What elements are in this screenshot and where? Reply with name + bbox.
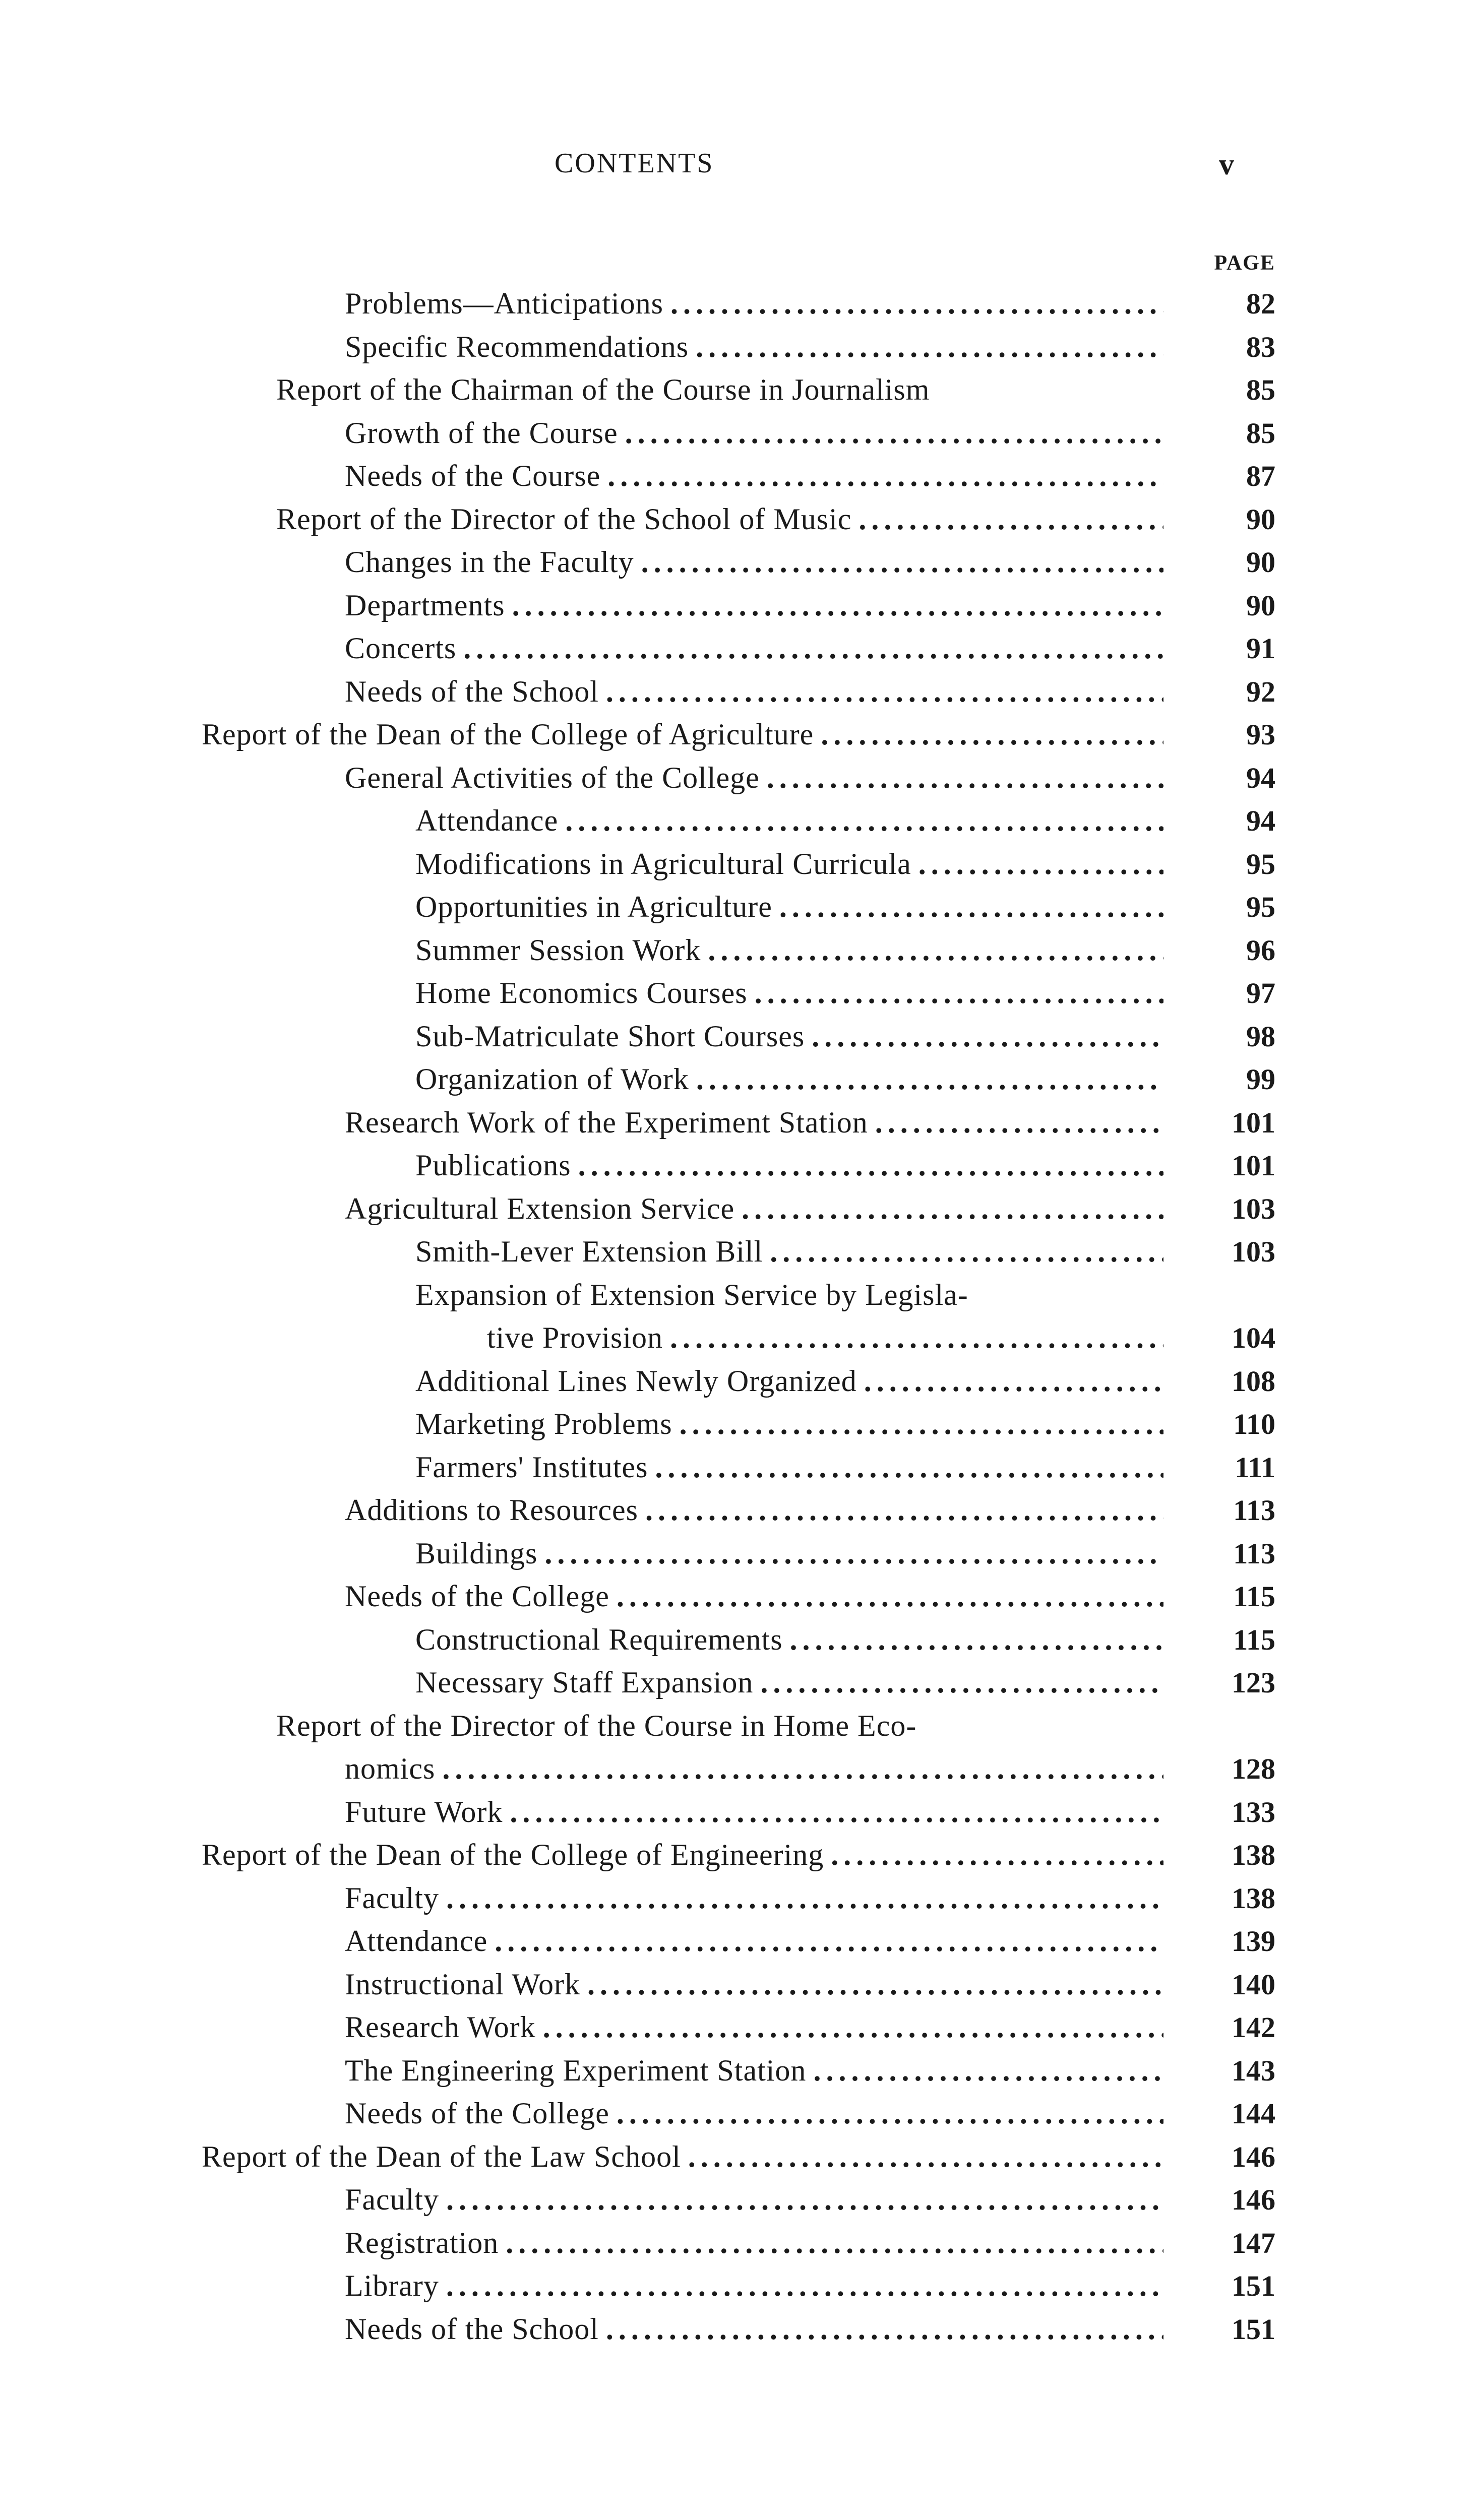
toc-page-number: 95	[1246, 891, 1275, 923]
toc-page-number: 82	[1246, 287, 1275, 320]
toc-entry	[345, 541, 1163, 584]
toc-entry-title: Report of the Director of the School of Music	[276, 502, 852, 536]
toc-row	[0, 2092, 1472, 2135]
toc-page-number: 99	[1246, 1063, 1275, 1096]
toc-row	[0, 1618, 1472, 1662]
toc-page-number: 91	[1246, 632, 1275, 665]
toc-page-number: 113	[1233, 1537, 1275, 1570]
toc-entry	[415, 843, 1163, 886]
toc-row	[0, 1705, 1472, 1748]
toc-entry-title: Library	[345, 2269, 439, 2302]
toc-row	[0, 1791, 1472, 1834]
toc-entry	[415, 1274, 1163, 1316]
toc-page-number: 128	[1232, 1752, 1275, 1785]
toc-page-number: 90	[1246, 502, 1275, 536]
toc-entry-title: Agricultural Extension Service	[345, 1191, 735, 1225]
toc-entry-title: Registration	[345, 2226, 499, 2259]
toc-entry	[415, 1661, 1163, 1704]
dot-leader	[506, 2222, 1163, 2264]
toc-page-number: 95	[1246, 847, 1275, 880]
toc-entry	[415, 1230, 1163, 1273]
toc-row	[0, 1187, 1472, 1231]
toc-entry-title: Needs of the School	[345, 674, 599, 708]
toc-page-number: 103	[1232, 1235, 1275, 1268]
toc-row	[0, 972, 1472, 1015]
toc-entry-title: Farmers' Institutes	[415, 1450, 648, 1484]
toc-entry	[345, 1791, 1163, 1834]
toc-entry-title: Future Work	[345, 1795, 503, 1829]
toc-row	[0, 1101, 1472, 1145]
toc-entry	[202, 2135, 1163, 2178]
toc-entry	[345, 1575, 1163, 1618]
toc-page-number: 98	[1246, 1020, 1275, 1053]
dot-leader	[813, 2049, 1163, 2092]
dot-leader	[670, 282, 1163, 325]
toc-page-number: 115	[1233, 1580, 1275, 1613]
toc-page-number: 142	[1232, 2011, 1275, 2044]
toc-page-number: 101	[1232, 1106, 1275, 1139]
toc-entry-title: Organization of Work	[415, 1062, 689, 1096]
toc-page-number: 146	[1232, 2183, 1275, 2216]
dot-leader	[446, 2178, 1163, 2221]
toc-entry	[276, 368, 1163, 411]
toc-page-number: 92	[1246, 675, 1275, 708]
dot-leader	[606, 670, 1163, 713]
toc-row	[0, 1575, 1472, 1618]
toc-row	[0, 2049, 1472, 2093]
dot-leader	[831, 1834, 1163, 1876]
toc-row	[0, 1747, 1472, 1791]
toc-row	[0, 1274, 1472, 1317]
toc-row	[0, 412, 1472, 455]
dot-leader	[544, 1532, 1163, 1575]
toc-row	[0, 1403, 1472, 1446]
toc-entry	[345, 2178, 1163, 2221]
toc-entry-title: Report of the Dean of the Law School	[202, 2139, 681, 2173]
toc-page-number: 90	[1246, 546, 1275, 579]
toc-row	[0, 2178, 1472, 2222]
dot-leader	[512, 584, 1163, 627]
toc-entry	[415, 1015, 1163, 1058]
running-head: CONTENTS	[555, 148, 714, 179]
toc-entry-title: Smith-Lever Extension Bill	[415, 1235, 763, 1268]
toc-entry	[415, 1144, 1163, 1187]
toc-row	[0, 1015, 1472, 1058]
toc-row	[0, 1661, 1472, 1705]
toc-entry-title: Additions to Resources	[345, 1493, 638, 1527]
toc-entry	[202, 713, 1163, 756]
toc-page-number: 85	[1246, 416, 1275, 450]
toc-entry	[345, 1963, 1163, 2006]
toc-row	[0, 1230, 1472, 1274]
toc-entry-title: Changes in the Faculty	[345, 545, 634, 579]
toc-row	[0, 627, 1472, 670]
toc-page-number: 87	[1246, 460, 1275, 492]
toc-page-number: 143	[1232, 2054, 1275, 2087]
dot-leader	[446, 1877, 1163, 1920]
toc-row	[0, 368, 1472, 412]
dot-leader	[442, 1747, 1163, 1790]
table-of-contents	[0, 282, 1472, 2351]
toc-entry-title: The Engineering Experiment Station	[345, 2053, 807, 2087]
toc-entry-title: Growth of the Course	[345, 416, 618, 450]
toc-page-number: 140	[1232, 1968, 1275, 2001]
toc-row	[0, 584, 1472, 627]
toc-entry-title: Attendance	[345, 1924, 488, 1958]
dot-leader	[875, 1101, 1163, 1144]
toc-entry	[415, 799, 1163, 842]
dot-leader	[670, 1316, 1163, 1359]
toc-row	[0, 2264, 1472, 2308]
dot-leader	[767, 757, 1163, 799]
toc-page-number: 147	[1232, 2226, 1275, 2259]
toc-entry	[345, 757, 1163, 799]
toc-entry	[345, 1747, 1163, 1790]
toc-entry	[345, 412, 1163, 455]
toc-entry	[345, 1101, 1163, 1144]
toc-entry	[415, 1403, 1163, 1445]
toc-entry	[345, 670, 1163, 713]
toc-row	[0, 843, 1472, 886]
toc-row	[0, 1532, 1472, 1576]
toc-entry	[415, 972, 1163, 1015]
toc-entry	[345, 455, 1163, 497]
toc-entry	[345, 627, 1163, 670]
toc-entry	[345, 2049, 1163, 2092]
toc-row	[0, 2135, 1472, 2179]
toc-entry	[415, 1360, 1163, 1403]
toc-row	[0, 1058, 1472, 1101]
toc-entry-title: Constructional Requirements	[415, 1622, 783, 1656]
toc-entry	[345, 1877, 1163, 1920]
toc-entry-title: Modifications in Agricultural Curricula	[415, 847, 911, 880]
toc-page-number: 110	[1233, 1408, 1275, 1440]
toc-entry	[415, 1618, 1163, 1661]
dot-leader	[779, 886, 1163, 928]
toc-page-number: 93	[1246, 718, 1275, 751]
toc-row	[0, 1877, 1472, 1920]
toc-page-number: 133	[1232, 1795, 1275, 1829]
toc-entry	[345, 1489, 1163, 1532]
toc-page-number: 138	[1232, 1839, 1275, 1871]
dot-leader	[617, 2092, 1163, 2135]
dot-leader	[755, 972, 1163, 1015]
dot-leader	[696, 1058, 1163, 1101]
toc-page-number: 113	[1233, 1494, 1275, 1527]
dot-leader	[770, 1230, 1163, 1273]
toc-entry-title: Problems—Anticipations	[345, 287, 663, 320]
toc-page-number: 96	[1246, 933, 1275, 967]
toc-entry	[415, 1532, 1163, 1575]
toc-row	[0, 757, 1472, 800]
toc-page-number: 101	[1232, 1149, 1275, 1182]
toc-entry-title: Report of the Director of the Course in Home Eco-	[276, 1709, 917, 1742]
toc-row	[0, 455, 1472, 498]
toc-row	[0, 498, 1472, 541]
toc-row	[0, 1144, 1472, 1187]
toc-page-number: 97	[1246, 977, 1275, 1010]
toc-page-number: 104	[1232, 1321, 1275, 1354]
dot-leader	[688, 2135, 1163, 2178]
toc-page-number: 90	[1246, 589, 1275, 622]
dot-leader	[858, 498, 1163, 541]
toc-page-number: 85	[1246, 373, 1275, 406]
toc-row	[0, 1834, 1472, 1877]
toc-entry-title: Report of the Dean of the College of Agriculture	[202, 718, 814, 751]
toc-entry-title: Faculty	[345, 1881, 439, 1915]
toc-entry	[487, 1316, 1163, 1359]
toc-entry	[276, 1705, 1163, 1747]
toc-entry-title: General Activities of the College	[345, 761, 760, 794]
dot-leader	[864, 1360, 1163, 1403]
toc-entry-title: Needs of the School	[345, 2312, 599, 2346]
toc-page-number: 83	[1246, 330, 1275, 363]
dot-leader	[587, 1963, 1163, 2006]
dot-leader	[708, 929, 1163, 972]
toc-entry-title: Opportunities in Agriculture	[415, 890, 772, 923]
toc-entry	[276, 498, 1163, 541]
dot-leader	[790, 1618, 1163, 1661]
toc-row	[0, 2222, 1472, 2265]
toc-row	[0, 326, 1472, 369]
toc-entry-title: Sub-Matriculate Short Courses	[415, 1019, 805, 1053]
toc-entry	[415, 929, 1163, 972]
toc-page-number: 139	[1232, 1925, 1275, 1958]
toc-entry	[345, 1187, 1163, 1230]
dot-leader	[655, 1446, 1163, 1489]
page-number: v	[1219, 148, 1234, 181]
toc-entry-title: Necessary Staff Expansion	[415, 1666, 754, 1699]
toc-entry-title: Needs of the College	[345, 2097, 609, 2130]
toc-entry	[415, 1058, 1163, 1101]
toc-entry	[345, 584, 1163, 627]
toc-page-number: 138	[1232, 1881, 1275, 1915]
dot-leader	[578, 1144, 1163, 1187]
toc-row	[0, 886, 1472, 929]
toc-entry-title: Report of the Chairman of the Course in Journalism	[276, 373, 930, 406]
toc-page-number: 144	[1232, 2097, 1275, 2130]
toc-entry	[345, 326, 1163, 368]
toc-row	[0, 541, 1472, 584]
toc-row	[0, 2308, 1472, 2351]
dot-leader	[543, 2006, 1163, 2049]
toc-row	[0, 1920, 1472, 1963]
toc-page-number: 94	[1246, 761, 1275, 794]
toc-entry-title: nomics	[345, 1752, 436, 1785]
toc-entry-title: Instructional Work	[345, 1967, 580, 2001]
toc-page-number: 103	[1232, 1192, 1275, 1225]
dot-leader	[696, 326, 1163, 368]
toc-entry-title: Faculty	[345, 2183, 439, 2216]
dot-leader	[680, 1403, 1163, 1445]
toc-entry	[345, 1920, 1163, 1963]
toc-entry-title: Needs of the College	[345, 1580, 609, 1613]
dot-leader	[645, 1489, 1163, 1532]
toc-entry-title: Summer Session Work	[415, 933, 701, 967]
dot-leader	[617, 1575, 1163, 1618]
toc-entry	[345, 2264, 1163, 2307]
toc-row	[0, 670, 1472, 714]
toc-entry-title: Home Economics Courses	[415, 976, 748, 1010]
dot-leader	[463, 627, 1163, 670]
toc-entry-title: Buildings	[415, 1536, 538, 1570]
toc-row	[0, 1316, 1472, 1360]
toc-row	[0, 1489, 1472, 1532]
toc-entry-title: Research Work of the Experiment Station	[345, 1105, 868, 1139]
toc-entry	[345, 2092, 1163, 2135]
toc-page-number: 108	[1232, 1364, 1275, 1398]
toc-entry-title: Attendance	[415, 804, 559, 837]
toc-page-number: 151	[1232, 2312, 1275, 2346]
dot-leader	[446, 2264, 1163, 2307]
toc-row	[0, 2006, 1472, 2049]
toc-page-number: 115	[1233, 1623, 1275, 1656]
toc-page-number: 151	[1232, 2270, 1275, 2302]
toc-page-number: 146	[1232, 2140, 1275, 2173]
toc-row	[0, 1446, 1472, 1489]
dot-leader	[495, 1920, 1163, 1963]
toc-row	[0, 1963, 1472, 2006]
toc-row	[0, 799, 1472, 843]
toc-entry	[415, 886, 1163, 928]
toc-page-number: 123	[1232, 1666, 1275, 1699]
toc-page-number: 111	[1235, 1451, 1275, 1484]
toc-entry-title: tive Provision	[487, 1321, 663, 1354]
page-column-label: PAGE	[1214, 251, 1275, 275]
toc-entry	[345, 2006, 1163, 2049]
toc-entry	[345, 2308, 1163, 2351]
dot-leader	[641, 541, 1163, 584]
dot-leader	[918, 843, 1163, 886]
toc-page-number: 94	[1246, 804, 1275, 837]
toc-entry-title: Research Work	[345, 2010, 536, 2044]
toc-row	[0, 713, 1472, 757]
dot-leader	[565, 799, 1163, 842]
toc-row	[0, 282, 1472, 326]
dot-leader	[607, 455, 1163, 497]
toc-entry-title: Marketing Problems	[415, 1407, 672, 1440]
toc-entry	[415, 1446, 1163, 1489]
toc-entry-title: Specific Recommendations	[345, 330, 689, 363]
toc-entry-title: Publications	[415, 1149, 571, 1182]
toc-entry-title: Expansion of Extension Service by Legisla-	[415, 1278, 968, 1311]
toc-entry-title: Report of the Dean of the College of Engineering	[202, 1838, 824, 1871]
dot-leader	[510, 1791, 1163, 1834]
toc-entry-title: Concerts	[345, 632, 457, 665]
dot-leader	[821, 713, 1163, 756]
toc-entry	[345, 282, 1163, 325]
toc-row	[0, 1360, 1472, 1403]
dot-leader	[625, 412, 1163, 455]
toc-entry-title: Needs of the Course	[345, 459, 601, 492]
toc-entry-title: Departments	[345, 588, 505, 622]
toc-entry	[202, 1834, 1163, 1876]
toc-entry-title: Additional Lines Newly Organized	[415, 1364, 857, 1398]
dot-leader	[760, 1661, 1163, 1704]
dot-leader	[742, 1187, 1163, 1230]
dot-leader	[812, 1015, 1163, 1058]
toc-entry	[345, 2222, 1163, 2264]
dot-leader	[606, 2308, 1163, 2351]
toc-row	[0, 929, 1472, 972]
